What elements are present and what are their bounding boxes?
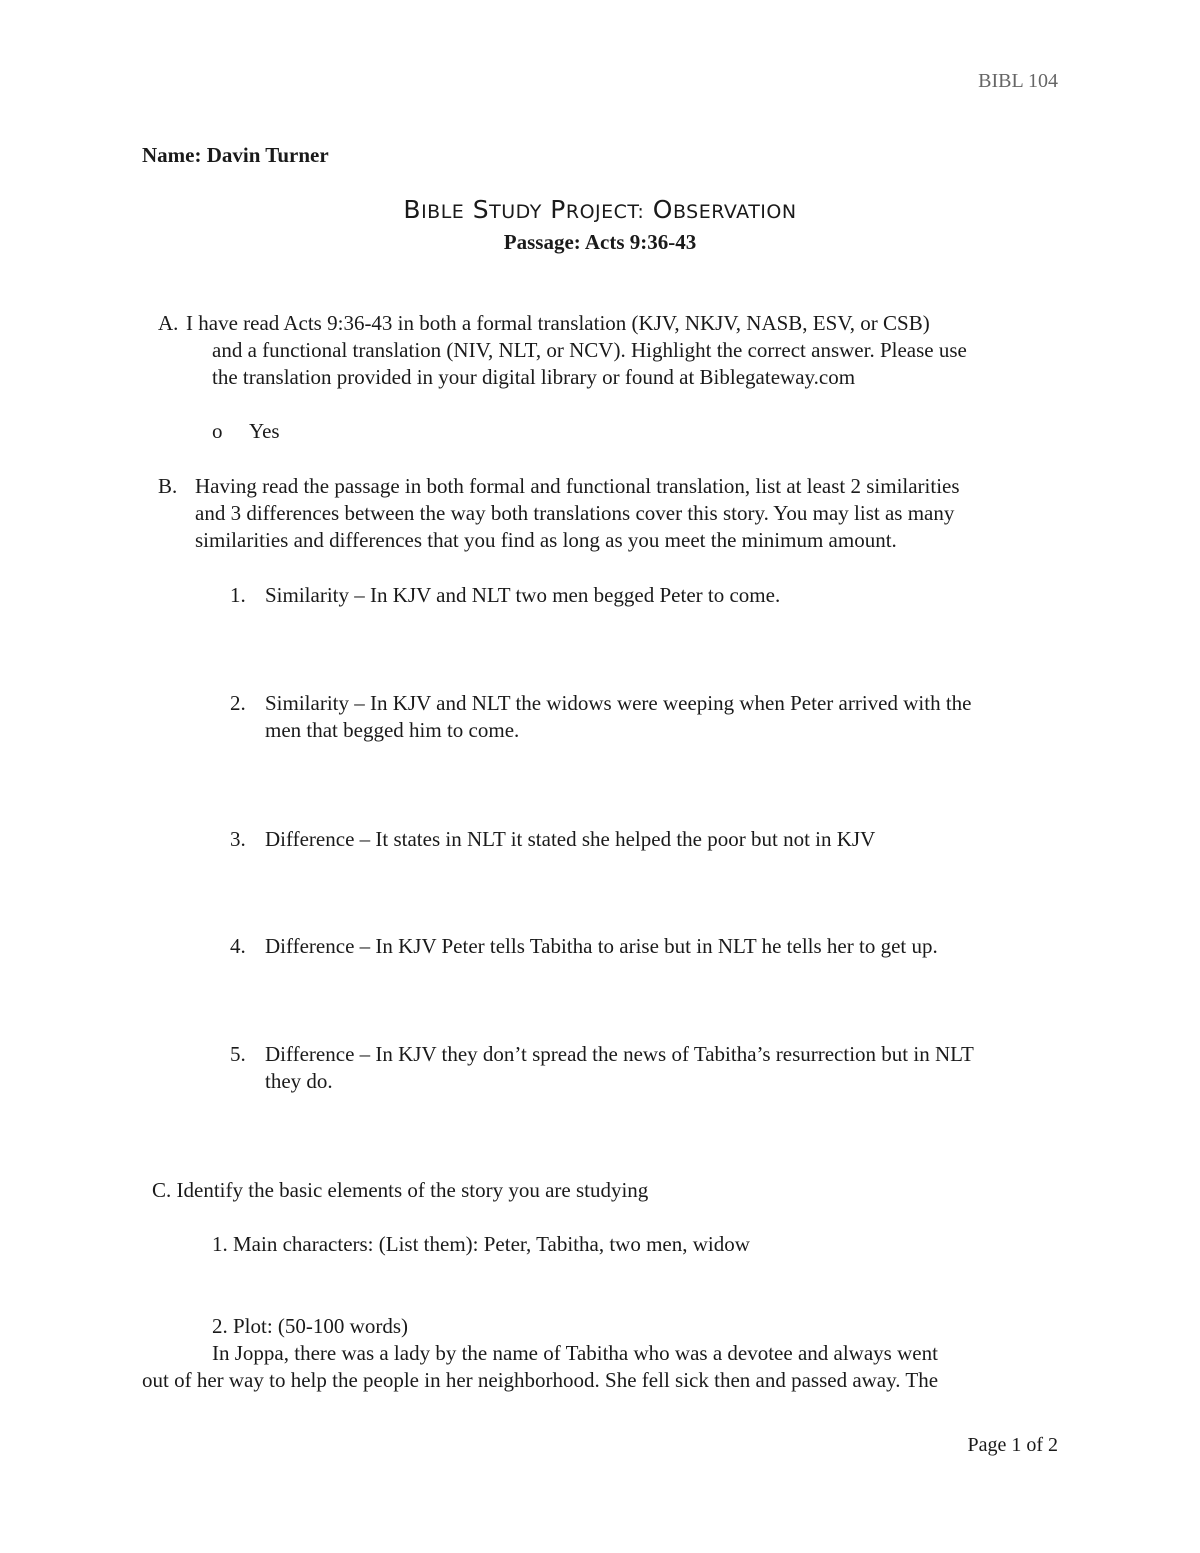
main-characters: 1. Main characters: (List them): Peter, Tabitha, two men, widow (212, 1232, 750, 1256)
section-b-marker: B. (158, 474, 178, 498)
plot-label: 2. Plot: (50-100 words) (212, 1314, 408, 1338)
title-word-2-rest: TUDY (489, 201, 542, 223)
section-b-line-3: similarities and differences that you find as long as you meet the minimum amount. (195, 528, 897, 552)
list-item-number: 3. (230, 827, 246, 851)
title-word-2-initial: S (472, 195, 490, 224)
course-header: BIBL 104 (978, 70, 1058, 92)
name-value: Davin Turner (206, 143, 329, 167)
list-item-number: 5. (230, 1042, 246, 1066)
name-label: Name: (142, 143, 202, 167)
student-name (142, 142, 329, 169)
list-item: Difference – In KJV they don’t spread the news of Tabitha’s resurrection but in NLT (265, 1042, 974, 1066)
document-title (0, 196, 1200, 226)
title-word-1-initial: B (403, 195, 422, 224)
section-a-line-2: and a functional translation (NIV, NLT, or NCV). Highlight the correct answer. Please use (212, 338, 967, 362)
list-item-continuation: men that begged him to come. (265, 718, 520, 742)
passage-reference: Passage: Acts 9:36-43 (503, 230, 697, 254)
title-word-3-initial: P (550, 195, 566, 224)
section-a-answer: Yes (249, 419, 280, 443)
title-word-4-initial: O (652, 195, 673, 224)
title-word-3-rest: ROJECT: (565, 201, 645, 223)
plot-line-1: In Joppa, there was a lady by the name of Tabitha who was a devotee and always went (212, 1341, 938, 1365)
section-c-heading: C. Identify the basic elements of the story you are studying (152, 1178, 649, 1202)
plot-line-2: out of her way to help the people in her neighborhood. She fell sick then and passed away. The (142, 1368, 939, 1392)
list-item-number: 4. (230, 934, 246, 958)
list-item: Similarity – In KJV and NLT the widows were weeping when Peter arrived with the (265, 691, 972, 715)
list-item-number: 1. (230, 583, 246, 607)
section-a-marker: A. (158, 311, 179, 335)
list-item-number: 2. (230, 691, 246, 715)
list-item-continuation: they do. (265, 1069, 333, 1093)
page-number: Page 1 of 2 (967, 1434, 1058, 1456)
list-item: Similarity – In KJV and NLT two men begged Peter to come. (265, 583, 781, 607)
section-a-line-1: I have read Acts 9:36-43 in both a formal translation (KJV, NKJV, NASB, ESV, or CSB) (186, 311, 930, 335)
list-item: Difference – In KJV Peter tells Tabitha to arise but in NLT he tells her to get up. (265, 934, 938, 958)
list-item: Difference – It states in NLT it stated she helped the poor but not in KJV (265, 827, 876, 851)
section-b-line-2: and 3 differences between the way both translations cover this story. You may list as many (195, 501, 955, 525)
section-a-line-3: the translation provided in your digital library or found at Biblegateway.com (212, 365, 856, 389)
title-word-4-rest: BSERVATION (672, 201, 797, 223)
bullet-icon: o (212, 419, 223, 443)
section-b-line-1: Having read the passage in both formal and functional translation, list at least 2 similarities (195, 474, 960, 498)
title-word-1-rest: IBLE (421, 201, 465, 223)
